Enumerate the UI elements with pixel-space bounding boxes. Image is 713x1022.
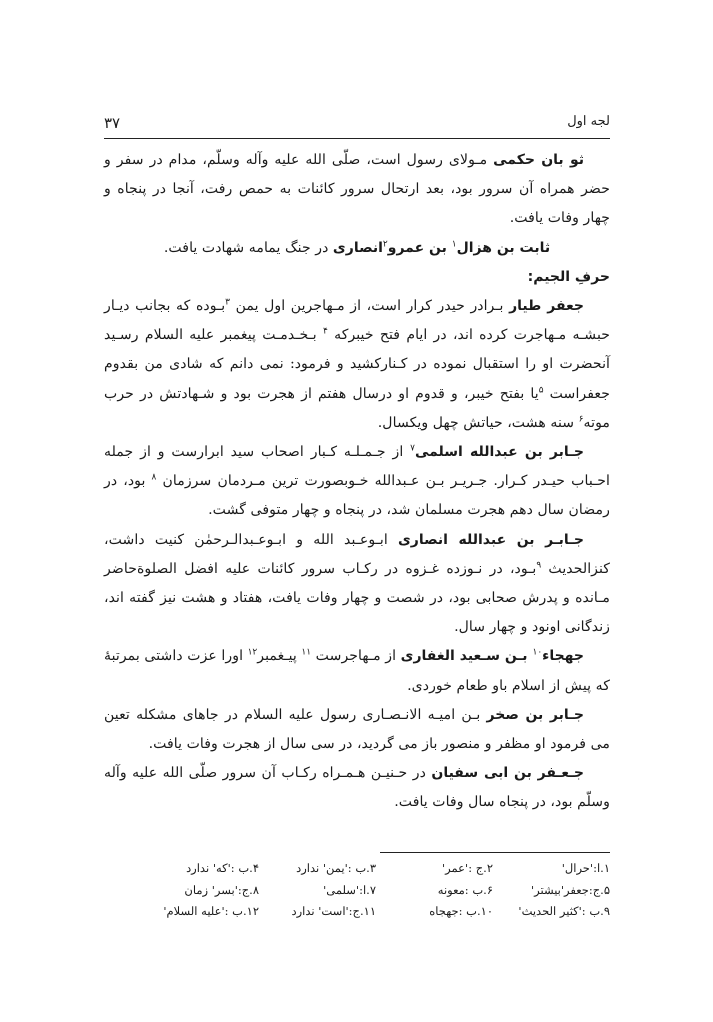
entry-name: جـعـفر بن ابی سفیان — [431, 765, 585, 782]
entry-name: جهجاء — [542, 648, 585, 665]
entry-text: بـود، در نـوزده غـزوه در رکـاب سرور کائنات علیه افضل الصلوةحاضر مـانده و پدرش صحابی بود، در شصت و چهار وفات یافت، هفتاد و هشت نیز گفته اند، زندگانی اونود و چهار سال. — [104, 560, 610, 636]
footnote-row — [140, 858, 610, 880]
entry-name: بن عمرو — [387, 239, 452, 256]
entry-jabir-sakhr — [104, 701, 610, 759]
footnote-row — [140, 880, 610, 902]
footnote-ref: ۲ — [382, 238, 388, 249]
page-number: ۳۷ — [104, 114, 121, 132]
footnote-ref: ۹ — [536, 560, 542, 571]
footnote-row — [140, 901, 610, 923]
entry-jabir-ansari — [104, 526, 610, 643]
header-rule — [104, 138, 610, 139]
footnote-ref: ۸ — [151, 472, 157, 483]
entry-text: بـن امیـه الانـصـاری رسول علیه السلام در جاهای مشکله تعین می فرمود او مظفر و منصور باز می گردید، در سی سال از هجرت وفات یافت. — [104, 706, 610, 753]
entry-text: بود، در رمضان سال دهم هجرت مسلمان شد، در پنجاه و چهار متوفی گشت. — [104, 473, 610, 519]
entry-thabit — [104, 234, 610, 263]
entry-name: بـن سـعید الغفاری — [400, 648, 533, 665]
footnote-ref: ۱۰ — [532, 647, 543, 658]
entry-name: جـابر بن صخر — [486, 706, 584, 723]
running-header — [104, 114, 610, 136]
entry-thawban — [104, 146, 610, 234]
entry-jabir-aslami — [104, 438, 610, 526]
footnote-ref: ۶ — [578, 414, 584, 425]
footnote: ۸.ج:'بسر' زمان — [184, 882, 259, 897]
footnote-ref: ۱۱ — [301, 647, 312, 658]
footnote: ۱۱.ج:'است' ندارد — [291, 904, 376, 918]
footnote: ۹.ب :'کثیر الحدیث' — [518, 904, 610, 918]
entry-text: در حـنیـن هـمـراه رکـاب آن سرور صلّی الله علیه وآله وسلّم بود، در پنجاه سال وفات یافت. — [104, 765, 610, 811]
footnote-ref: ۱ — [451, 238, 457, 249]
entry-jahjaa — [104, 642, 610, 700]
footnote: ۱.ا:'حرال' — [561, 861, 610, 875]
entry-text: یا بفتح خیبر، و قدوم او درسال هفتم از هجرت بود و شـهادتش در حرب موته — [104, 385, 610, 431]
page-body — [104, 146, 610, 818]
entry-jafar-abi-sufyan — [104, 759, 610, 817]
footnote-ref: ۳ — [225, 297, 231, 308]
entry-text: از جـمـلـه کـبار اصحاب سید ابرارست و از جمله احـباب حیـدر کـرار. جـریـر بـن عـبدالله خـوبصورت ترین مـردمان سرزمان — [104, 444, 610, 490]
footnote: ۲.ج :'عمر' — [442, 861, 493, 875]
footnote-ref: ۴ — [323, 326, 328, 337]
entry-name: ثو بان حکمی — [493, 152, 584, 168]
footnote: ۶.ب :معونه — [437, 882, 493, 897]
footnote: ۱۰.ب :جهجاه — [429, 904, 493, 918]
entry-text: بـخـدمـت پیغمبر علیه السلام رسـید آنحضرت او را استقبال نموده در کـنارکشید و فرمود: نمی دانم که شادی من بقدوم جعفراست — [104, 327, 611, 402]
entry-name: جـابـر بن عبدالله انصاری — [397, 531, 585, 548]
entry-text: در جنگ یمامه شهادت یافت. — [163, 239, 333, 256]
entry-text: اورا عزت داشتی بمرتبۀ که پیش از اسلام باو طعام خوردی. — [104, 648, 610, 694]
entry-jafar-tayyar — [104, 292, 610, 438]
entry-text: بـوده که بجانب دیـار حبشـه مـهاجرت کرده اند، در ایام فتح خیبرکه — [104, 298, 610, 344]
entry-text: بـرادر حیدر کرار است، از مـهاجرین اول یمن — [230, 298, 510, 315]
entry-name: جعفر طیار — [509, 298, 585, 315]
entry-text: سنه هشت، حیاتش چهل ویکسال. — [377, 414, 579, 431]
entry-name: ثابت بن هزال — [456, 239, 551, 256]
entry-text: ابـوعـبد الله و ابـوعـبدالـرحمٰن کنیت داشت، کنزالحدیث — [104, 531, 611, 577]
entry-name: جـابر بن عبدالله اسلمی — [414, 444, 584, 461]
entry-name: انصاری — [332, 239, 383, 256]
footnote: ۴.ب :'که' ندارد — [186, 861, 259, 875]
footnote: ۳.ب :'یمن' ندارد — [296, 861, 376, 875]
footnote-ref: ۷ — [410, 443, 415, 454]
footnote: ۷.ا:'سلمی' — [323, 882, 376, 897]
entry-text: مـولای رسول است، صلّی الله علیه وآله وسلّم، مدام در سفر و حضر همراه آن سرور بود، بعد ارتحال سرور کائنات به حمص رفت، آنجا در پنجاه و چهار وفات یافت. — [104, 152, 610, 227]
footnote-ref: ۵ — [538, 384, 544, 395]
chapter-title: لجه اول — [567, 114, 610, 129]
footnotes — [140, 858, 610, 923]
footnote-rule — [380, 852, 610, 853]
entry-text: از مـهاجرست — [311, 648, 401, 665]
section-heading: حرفِ الجیم: — [527, 268, 610, 285]
footnote: ۱۲.ب :'علیه السلام' — [163, 904, 259, 918]
footnote: ۵.ج:جعفر'بیشتر' — [530, 882, 610, 897]
footnote-ref: ۱۲ — [247, 647, 258, 658]
entry-text: پیـغمبر — [257, 648, 302, 665]
